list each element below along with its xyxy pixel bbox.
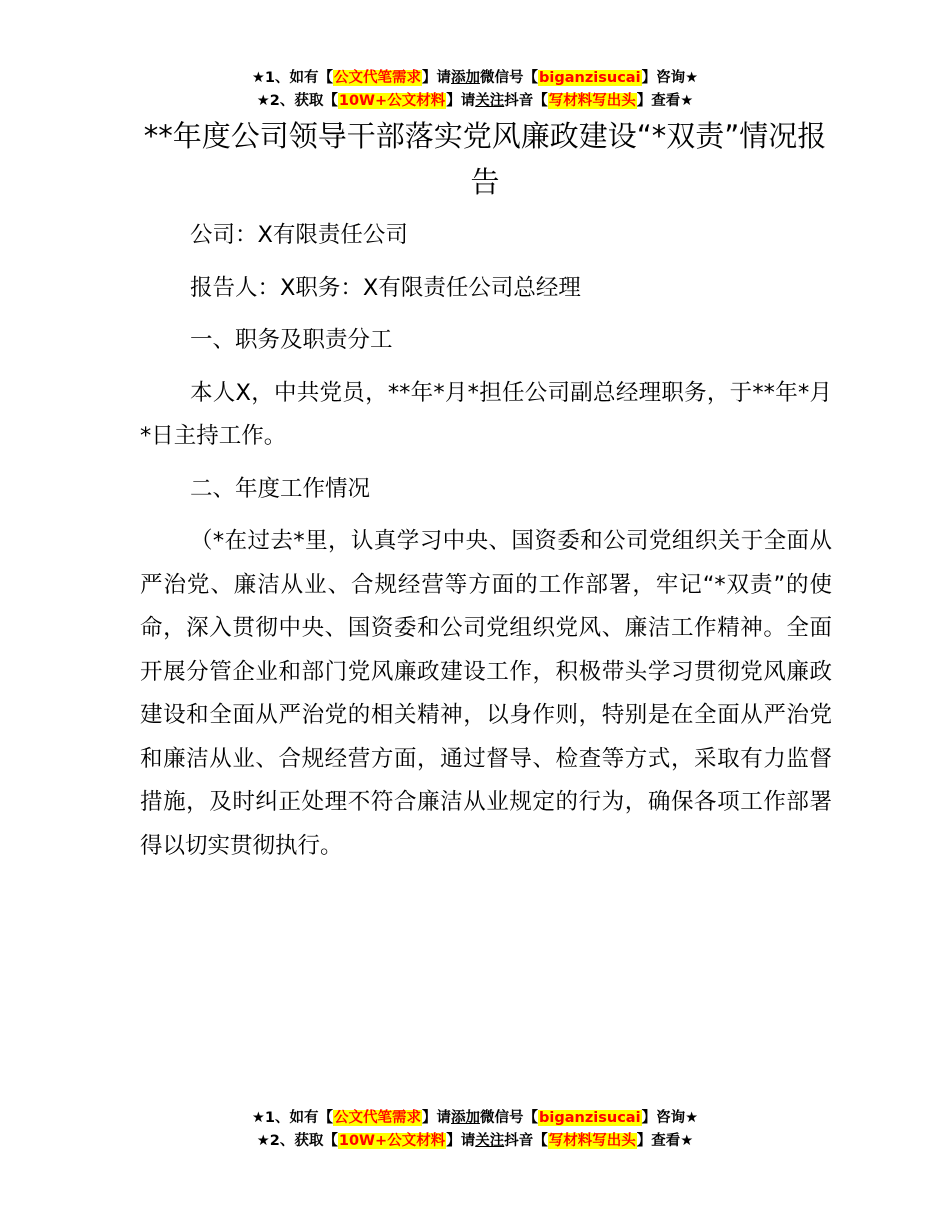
banner-line-2: ★2、获取【10W+公文材料】请关注抖音【写材料写出头】查看★ xyxy=(256,93,694,109)
footer-highlight-douyin: 写材料写出头 xyxy=(548,1133,636,1149)
highlight-materials: 10W+公文材料 xyxy=(338,93,446,109)
footer-highlight-service: 公文代笔需求 xyxy=(334,1110,422,1126)
highlight-service: 公文代笔需求 xyxy=(334,70,422,86)
footer-banner-line-1: ★1、如有【公文代笔需求】请添加微信号【biganzisucai】咨询★ xyxy=(251,1110,699,1126)
footer-banner-line-2: ★2、获取【10W+公文材料】请关注抖音【写材料写出头】查看★ xyxy=(256,1133,694,1149)
document-body xyxy=(140,214,832,877)
footer-highlight-wechat-id: biganzisucai xyxy=(539,1110,641,1126)
footer-underlined-follow: 关注 xyxy=(475,1133,505,1149)
section-heading-duties: 一、职务及职责分工 xyxy=(190,327,393,353)
document-title: **年度公司领导干部落实党风廉政建设“*双责”情况报告 xyxy=(143,119,827,199)
highlight-douyin: 写材料写出头 xyxy=(548,93,636,109)
underlined-follow: 关注 xyxy=(475,93,505,109)
reporter-line: 报告人：X职务：X有限责任公司总经理 xyxy=(190,274,581,301)
footer-underlined-add: 添加 xyxy=(451,1110,481,1126)
section-heading-annual-work: 二、年度工作情况 xyxy=(190,475,371,502)
section-text-annual-work: （*在过去*里，认真学习中央、国资委和公司党组织关于全面从严治党、廉洁从业、合规经营等方面的工作部署，牢记“*双责”的使命，深入贯彻中央、国资委和公司党组织党风、廉洁工作精神。全面开展分管企业和部门党风廉政建设工作，积极带头学习贯彻党风廉政建设和全面从严治党的相关精神，以身作则，特别是在全面从严治党和廉洁从业、合规经营方面，通过督导、检查等方式，采取有力监督措施，及时纠正处理不符合廉洁从业规定的行为，确保各项工作部署得以切实贯彻执行。 xyxy=(140,528,832,859)
header-banner xyxy=(0,67,950,113)
footer-banner xyxy=(0,1107,950,1153)
underlined-add: 添加 xyxy=(451,70,481,86)
banner-line-1: ★1、如有【公文代笔需求】请添加微信号【biganzisucai】咨询★ xyxy=(251,70,699,86)
highlight-wechat-id: biganzisucai xyxy=(539,70,641,86)
footer-highlight-materials: 10W+公文材料 xyxy=(338,1133,446,1149)
company-line: 公司：X有限责任公司 xyxy=(190,222,408,248)
section-text-duties: 本人X，中共党员，**年*月*担任公司副总经理职务，于**年*月*日主持工作。 xyxy=(140,379,832,449)
